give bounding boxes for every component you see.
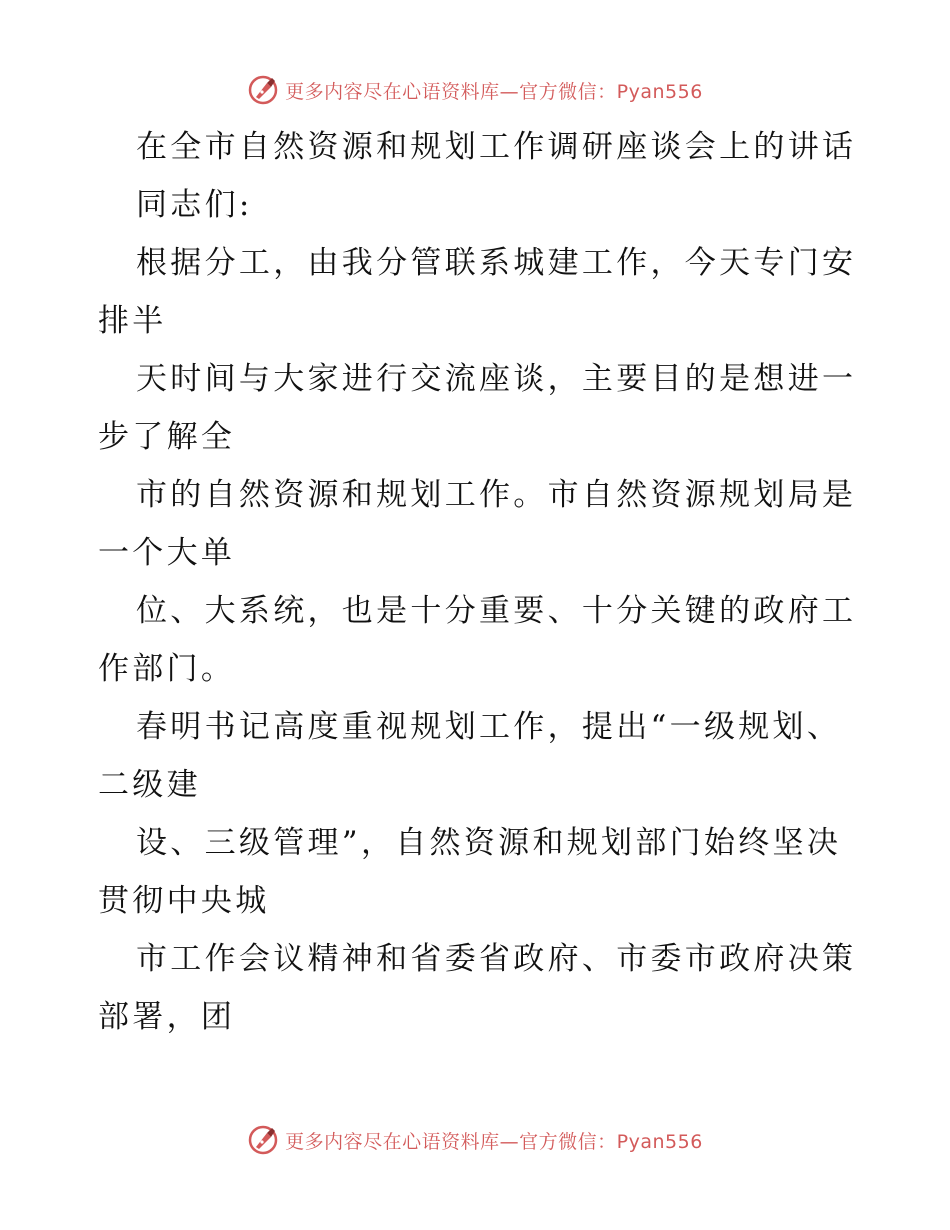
- text-line: 一个大单: [98, 535, 236, 571]
- text-line: 位、大系统，也是十分重要、十分关键的政府工: [136, 593, 857, 629]
- text-line: 步了解全: [98, 419, 236, 455]
- text-line: 春明书记高度重视规划工作，提出“一级规划、: [136, 709, 842, 745]
- text-line: 贯彻中央城: [98, 883, 270, 919]
- text-line: 天时间与大家进行交流座谈，主要目的是想进一: [136, 361, 857, 397]
- speech-title: 在全市自然资源和规划工作调研座谈会上的讲话: [136, 129, 857, 165]
- pen-nib-logo-icon: [247, 74, 279, 106]
- watermark-text: 更多内容尽在心语资料库—官方微信：Pyan556: [285, 1130, 703, 1153]
- text-line: 排半: [98, 303, 167, 339]
- text-line: 根据分工，由我分管联系城建工作，今天专门安: [136, 245, 857, 281]
- text-line: 市的自然资源和规划工作。市自然资源规划局是: [136, 477, 857, 513]
- text-line: 二级建: [98, 767, 201, 803]
- text-line: 市工作会议精神和省委省政府、市委市政府决策: [136, 941, 857, 977]
- footer-watermark: [0, 1120, 950, 1160]
- text-line: 作部门。: [98, 651, 236, 687]
- text-line: 部署，团: [98, 999, 236, 1035]
- pen-nib-logo-icon: [247, 1124, 279, 1156]
- watermark-text: 更多内容尽在心语资料库—官方微信：Pyan556: [285, 80, 703, 103]
- header-watermark: [0, 70, 950, 110]
- text-line: 设、三级管理”，自然资源和规划部门始终坚决: [136, 825, 842, 861]
- salutation: 同志们:: [136, 187, 253, 223]
